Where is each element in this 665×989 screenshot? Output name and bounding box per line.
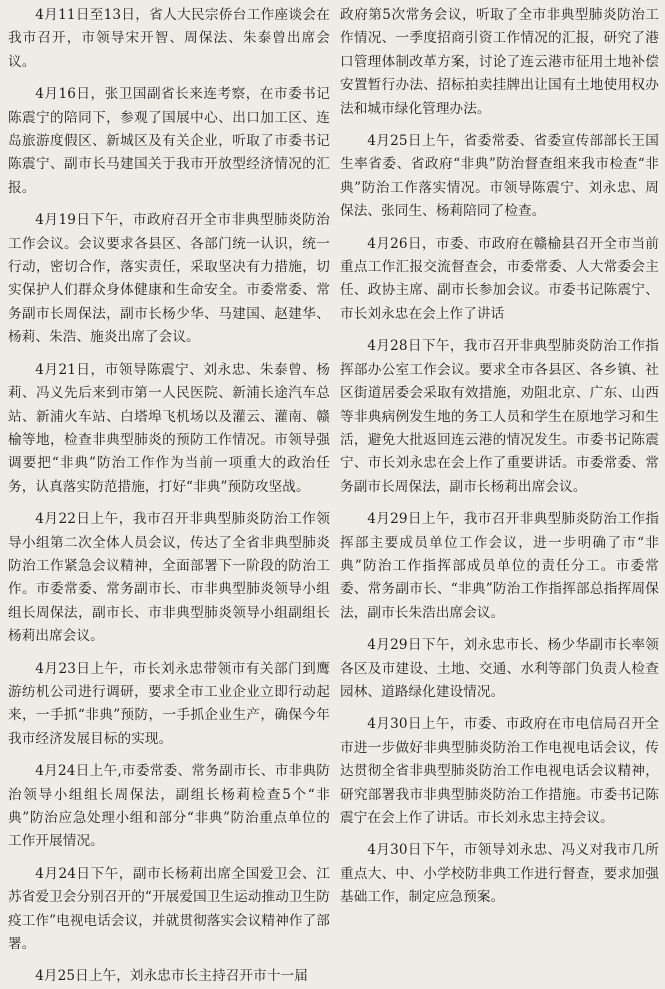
news-paragraph: 4月16日，张卫国副省长来连考察，在市委书记陈震宁的陪同下，参观了国展中心、出口加工区、连岛旅游度假区、新城区及有关企业，听取了市委书记陈震宁、副市长马建国关于我市开放型经济情况的汇报。 <box>8 86 330 196</box>
news-paragraph: 4月28日下午，我市召开非典型肺炎防治工作指挥部办公室工作会议。要求全市各县区、各乡镇、社区街道居委会采取有效措施，劝阻北京、广东、山西等非典病例发生地的务工人员和学生在原地学习和生活，避免大批返回连云港的情况发生。市委书记陈震宁、市长刘永忠在会上作了重要讲话。市委常委、常务副市长周保法，副市长杨莉出席会议。 <box>340 338 659 495</box>
news-paragraph: 4月21日，市领导陈震宁、刘永忠、朱泰曾、杨莉、冯义先后来到市第一人民医院、新浦长途汽车总站、新浦火车站、白塔埠飞机场以及灌云、灌南、赣榆等地，检查非典型肺炎的预防工作情况。市领导强调要把“非典”防治工作作为当前一项重大的政治任务，认真落实防范措施，打好“非典”预防攻坚战。 <box>8 361 330 495</box>
right-column <box>340 4 659 906</box>
news-paragraph: 4月25日上午，刘永忠市长主持召开市十一届 <box>35 968 308 985</box>
news-paragraph: 4月25日上午，省委常委、省委宣传部部长王国生率省委、省政府“非典”防治督查组来我市检查“非典”防治工作落实情况。市领导陈震宁、刘永忠、周保法、张同生、杨莉陪同了检查。 <box>340 133 659 220</box>
news-paragraph: 4月11日至13日，省人大民宗侨台工作座谈会在我市召开，市领导宋开智、周保法、朱泰曾出席会议。 <box>8 7 330 70</box>
news-paragraph: 4月24日下午，副市长杨莉出席全国爱卫会、江苏省爱卫会分别召开的“开展爱国卫生运动推动卫生防疫工作”电视电话会议，并就贯彻落实会议精神作了部署。 <box>8 865 331 953</box>
news-paragraph: 4月29日上午，我市召开非典型肺炎防治工作指挥部主要成员单位工作会议，进一步明确了市“非典”防治工作指挥部成员单位的责任分工。市委常委、常务副市长、“非典”防治工作指挥部总指挥周保法，副市长朱浩出席会议。 <box>340 511 659 621</box>
news-paragraph: 4月26日，市委、市政府在赣榆县召开全市当前重点工作汇报交流督查会，市委常委、人大常委会主任、政协主席、副市长参加会议。市委书记陈震宁、市长刘永忠在会上作了讲话 <box>340 235 659 322</box>
news-paragraph: 4月19日下午，市政府召开全市非典型肺炎防治工作会议。会议要求各县区、各部门统一认识，统一行动，密切合作，落实责任，采取坚决有力措施，切实保护人们群众身体健康和生命安全。市委常委、常务副市长周保法，副市长杨少华、马建国、赵建华、杨莉、朱浩、施炎出席了会议。 <box>8 212 330 346</box>
news-paragraph: 4月29日下午，刘永忠市长、杨少华副市长率领各区及市建设、土地、交通、水利等部门负责人检查园林、道路绿化建设情况。 <box>340 637 659 700</box>
news-paragraph: 4月30日上午，市委、市政府在市电信局召开全市进一步做好非典型肺炎防治工作电视电话会议，传达贯彻全省非典型肺炎防治工作电视电话会议精神，研究部署我市非典型肺炎防治工作措施。市委书记陈震宁在会上作了讲话。市长刘永忠主持会议。 <box>340 716 659 826</box>
news-paragraph: 4月30日下午，市领导刘永忠、冯义对我市几所重点大、中、小学校防非典工作进行督查，要求加强基础工作，制定应急预案。 <box>340 842 659 906</box>
left-column <box>8 4 331 985</box>
news-paragraph-continued: 政府第5次常务会议，听取了全市非典型肺炎防治工作情况、一季度招商引资工作情况的汇报，研究了港口管理体制改革方案，讨论了连云港市征用土地补偿安置暂行办法、招标拍卖挂牌出让国有土地使用权办法和城市绿化管理办法。 <box>340 7 659 117</box>
news-paragraph: 4月24日上午,市委常委、常务副市长、市非典防治领导小组组长周保法，副组长杨莉检查5个“非典”防治应急处理小组和部分“非典”防治重点单位的工作开展情况。 <box>8 763 330 850</box>
news-paragraph: 4月22日上午，我市召开非典型肺炎防治工作领导小组第二次全体人员会议，传达了全省非典型肺炎防治工作紧急会议精神，全面部署下一阶段的防治工作。市委常委、常务副市长、市非典型肺炎领导小组组长周保法，副市长、市非典型肺炎领导小组副组长杨莉出席会议。 <box>8 511 330 645</box>
news-paragraph: 4月23日上午，市长刘永忠带领市有关部门到鹰游纺机公司进行调研，要求全市工业企业立即行动起来，一手抓“非典”预防，一手抓企业生产，确保今年我市经济发展目标的实现。 <box>8 660 330 747</box>
